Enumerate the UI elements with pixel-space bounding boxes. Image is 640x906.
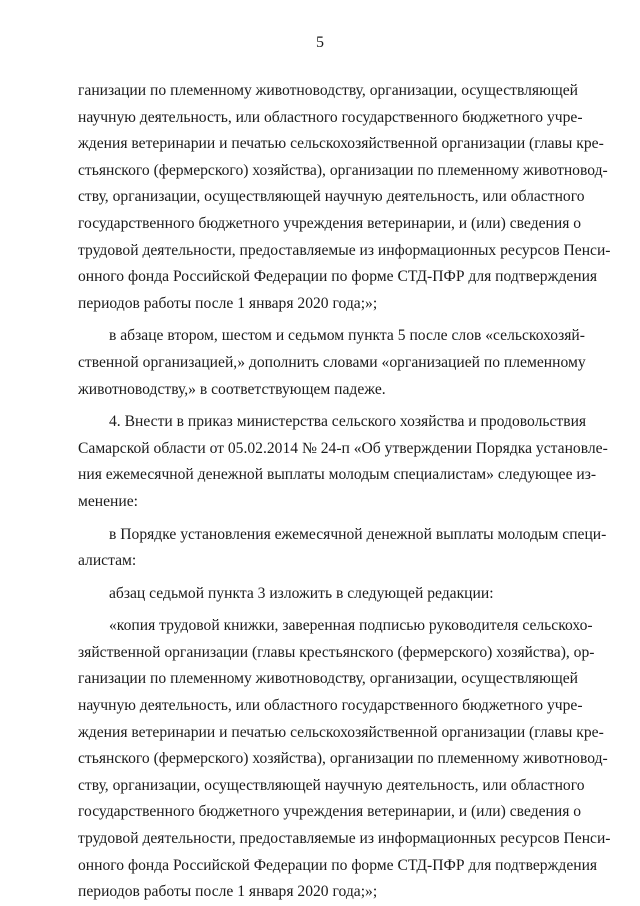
- text-line: ждения ветеринарии и печатью сельскохозяйственной организации (главы кре-: [78, 723, 604, 741]
- text-line: алистам:: [78, 552, 137, 570]
- text-line: трудовой деятельности, предоставляемые из информационных ресурсов Пенси-: [78, 830, 611, 848]
- text-line: 4. Внести в приказ министерства сельского хозяйства и продовольствия: [109, 413, 587, 431]
- text-line: трудовой деятельности, предоставляемые из информационных ресурсов Пенси-: [78, 241, 611, 259]
- text-line: государственного бюджетного учреждения ветеринарии, и (или) сведения о: [78, 803, 582, 821]
- text-line: государственного бюджетного учреждения ветеринарии, и (или) сведения о: [78, 214, 582, 232]
- paragraph: [78, 323, 586, 403]
- text-line: в абзаце втором, шестом и седьмом пункта 5 после слов «сельскохозяй-: [109, 327, 585, 345]
- text-line: ству, организации, осуществляющей научную деятельность, или областного: [78, 188, 585, 206]
- paragraph: [78, 78, 611, 317]
- text-line: ждения ветеринарии и печатью сельскохозяйственной организации (главы кре-: [78, 135, 604, 153]
- paragraph: [78, 522, 607, 575]
- text-line: онного фонда Российской Федерации по форме СТД-ПФР для подтверждения: [78, 268, 598, 286]
- text-line: ния ежемесячной денежной выплаты молодым специалистам» следующее из-: [78, 466, 597, 484]
- text-line: онного фонда Российской Федерации по форме СТД-ПФР для подтверждения: [78, 856, 598, 874]
- document-body: [78, 78, 611, 906]
- paragraph: [78, 581, 575, 608]
- text-line: ству, организации, осуществляющей научную деятельность, или областного: [78, 776, 585, 794]
- text-line: «копия трудовой книжки, заверенная подписью руководителя сельскохо-: [109, 617, 593, 635]
- text-line: научную деятельность, или областного государственного бюджетного учре-: [78, 697, 583, 715]
- page-number: 5: [316, 34, 324, 51]
- text-line: научную деятельность, или областного государственного бюджетного учре-: [78, 108, 583, 126]
- text-line: в Порядке установления ежемесячной денежной выплаты молодым специ-: [109, 525, 607, 543]
- text-line: абзац седьмой пункта 3 изложить в следующей редакции:: [109, 584, 494, 602]
- text-line: ганизации по племенному животноводству, организации, осуществляющей: [78, 82, 579, 99]
- paragraph: [78, 409, 608, 515]
- text-line: периодов работы после 1 января 2020 года;»;: [78, 883, 378, 901]
- text-line: стьянского (фермерского) хозяйства), организации по племенному животновод-: [78, 750, 608, 768]
- text-line: стьянского (фермерского) хозяйства), организации по племенному животновод-: [78, 161, 608, 179]
- text-line: периодов работы после 1 января 2020 года;»;: [78, 294, 378, 312]
- text-line: ганизации по племенному животноводству, организации, осуществляющей: [78, 670, 579, 688]
- text-line: ственной организацией,» дополнить словами «организацией по племенному: [78, 353, 586, 371]
- text-line: животноводству,» в соответствующем падеже.: [78, 380, 386, 398]
- text-line: Самарской области от 05.02.2014 № 24-п «Об утверждении Порядка установле-: [78, 439, 608, 457]
- text-line: зяйственной организации (главы крестьянского (фермерского) хозяйства), ор-: [78, 643, 595, 661]
- paragraph: [78, 613, 611, 906]
- text-line: менение:: [78, 492, 138, 510]
